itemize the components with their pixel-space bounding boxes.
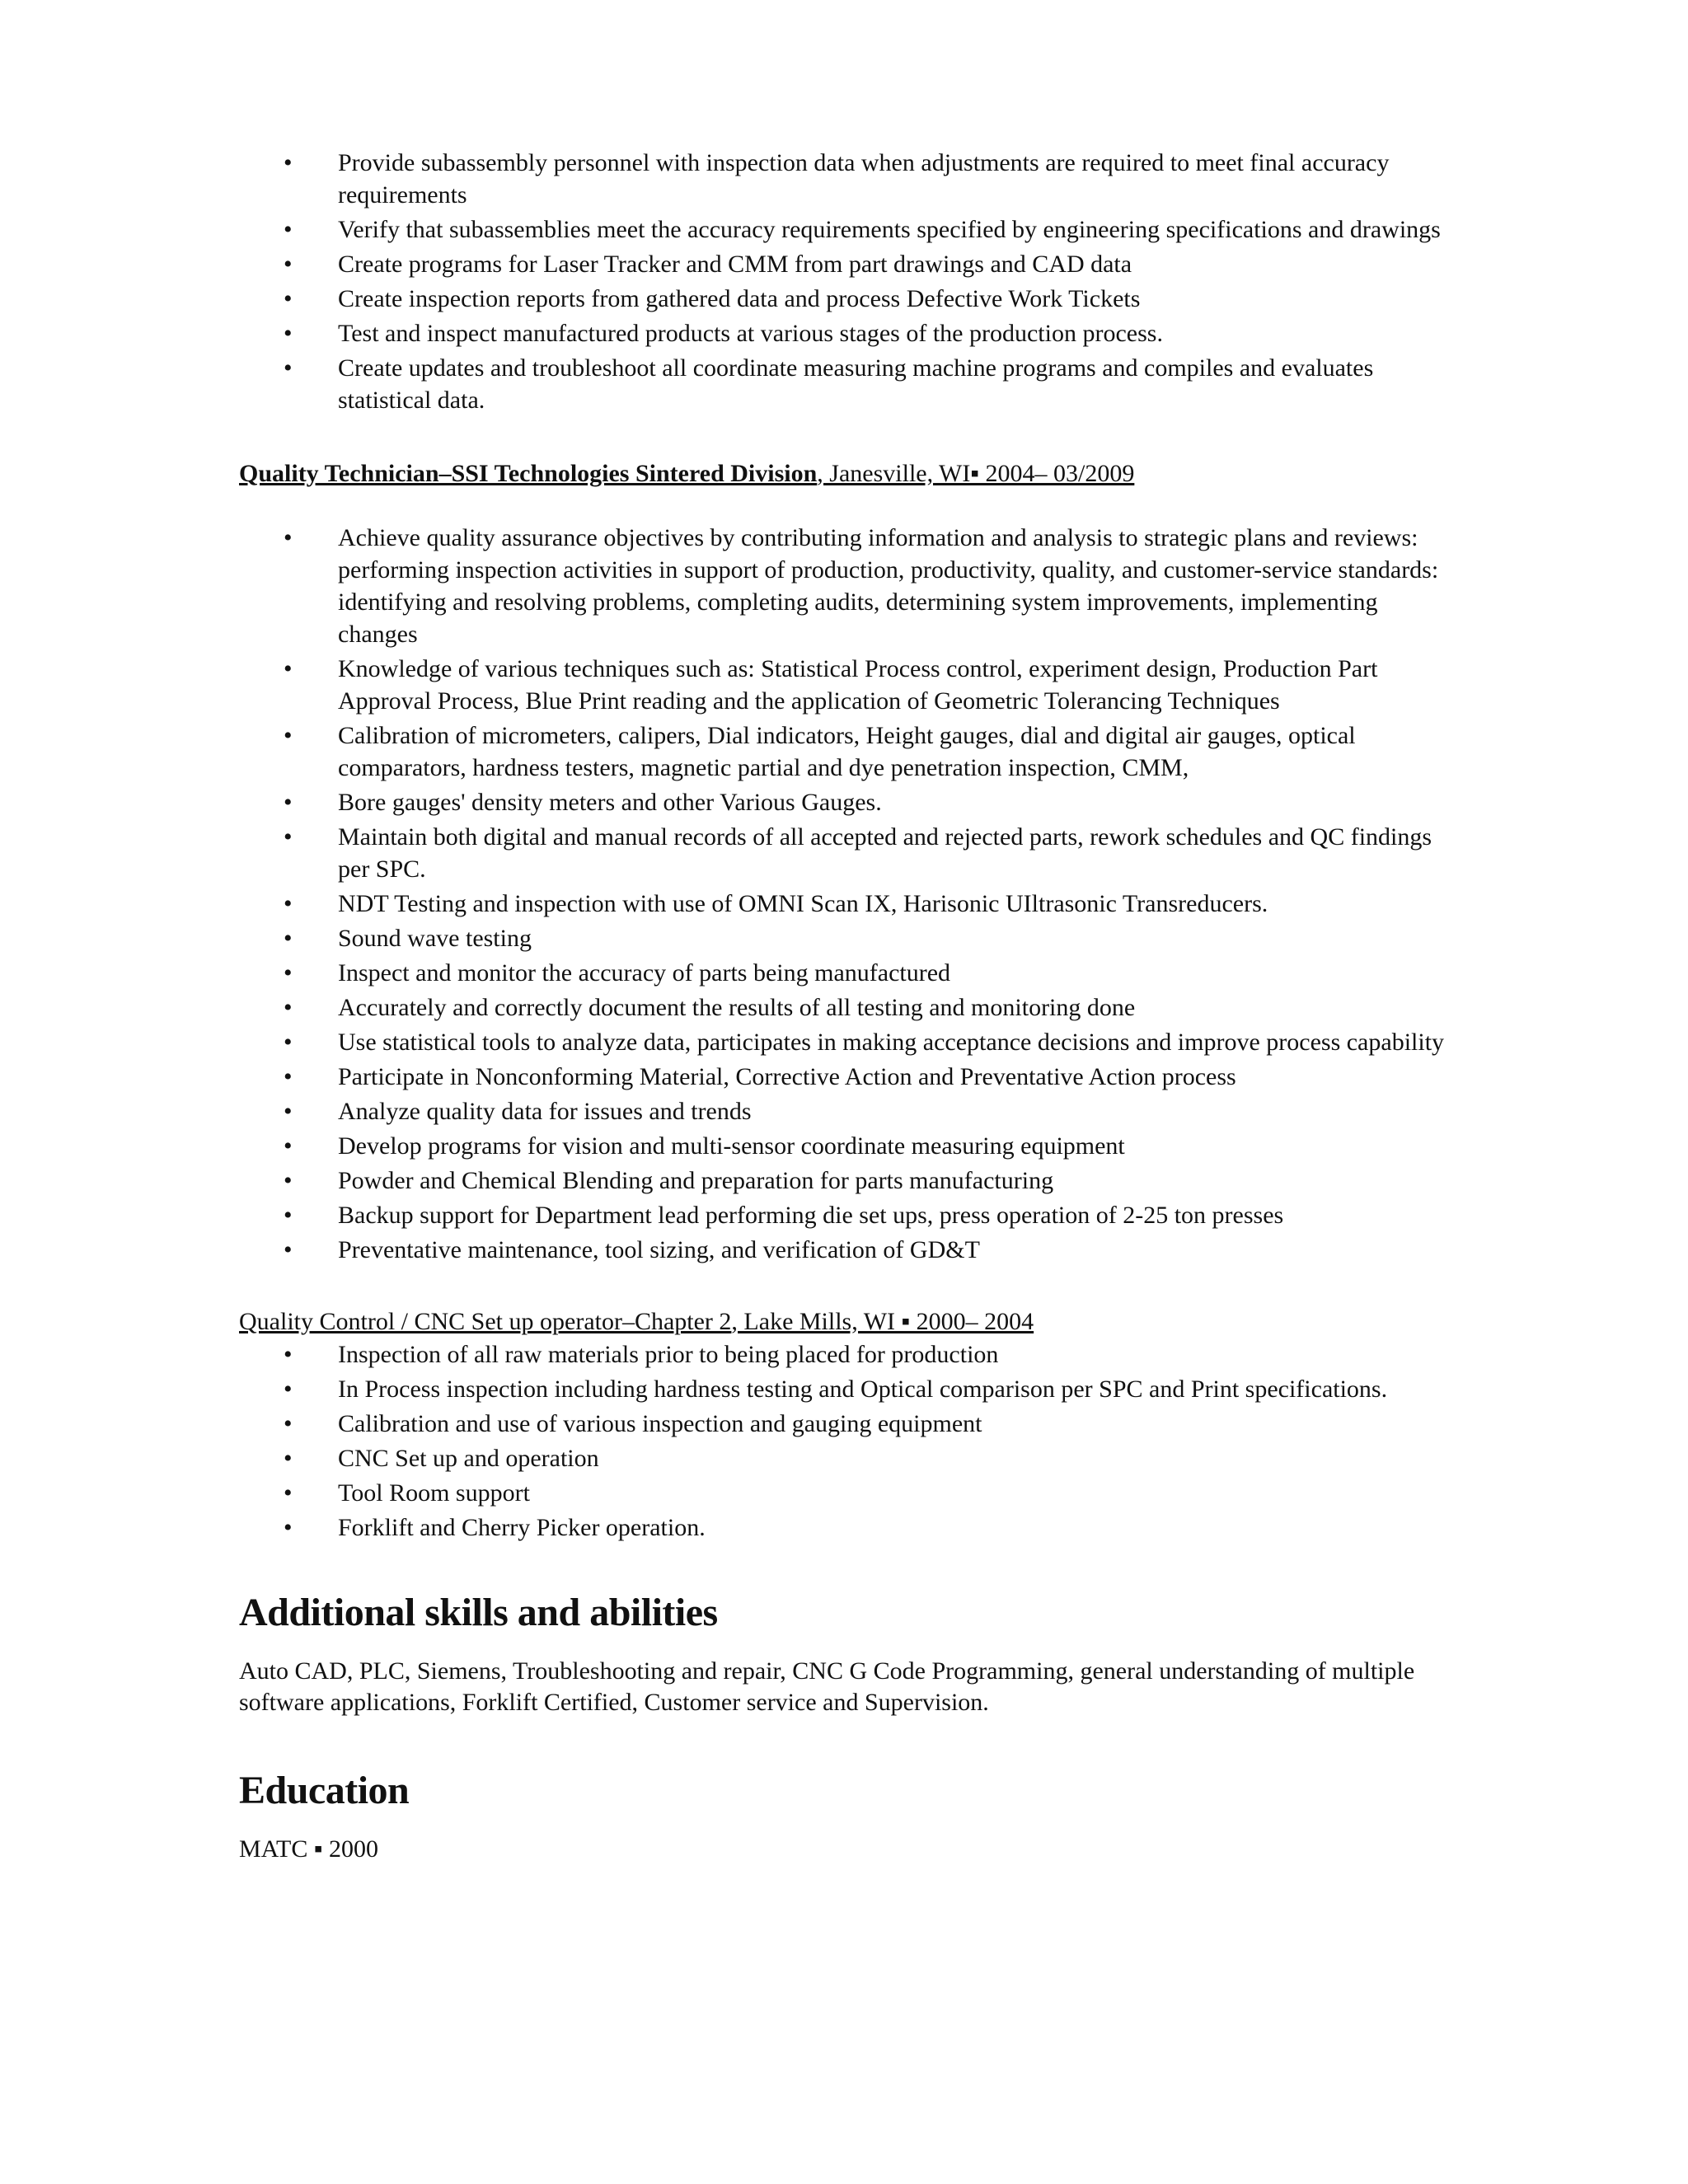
bullet-icon: • [284, 354, 293, 382]
resume-content [239, 147, 1451, 1865]
bullet-icon: • [284, 1341, 293, 1368]
job3-heading [239, 1305, 1451, 1338]
list-item: • Participate in Nonconforming Material, Corrective Action and Preventative Action process [239, 1061, 1451, 1093]
list-item: • Inspection of all raw materials prior to being placed for production [239, 1338, 1451, 1371]
list-item: • Accurately and correctly document the results of all testing and monitoring done [239, 991, 1451, 1024]
job2-location-dates: , Janesville, WI▪ 2004– 03/2009 [817, 460, 1135, 487]
list-item: • Develop programs for vision and multi-sensor coordinate measuring equipment [239, 1130, 1451, 1162]
bullet-icon: • [284, 149, 293, 176]
list-item: • Provide subassembly personnel with inspection data when adjustments are required to meet final accuracy requirements [239, 147, 1451, 211]
bullet-icon: • [284, 1063, 293, 1090]
list-item: • Calibration of micrometers, calipers, Dial indicators, Height gauges, dial and digital air gauges, optical comparators, hardness testers, magnetic partial and dye penetration inspection, CMM, [239, 719, 1451, 784]
job3-role: Quality Control / CNC Set up operator–Chapter 2 [239, 1308, 732, 1335]
list-item: • Create programs for Laser Tracker and CMM from part drawings and CAD data [239, 248, 1451, 280]
list-item: • Backup support for Department lead performing die set ups, press operation of 2-25 ton presses [239, 1199, 1451, 1231]
bullet-icon: • [284, 655, 293, 682]
list-item: • Verify that subassemblies meet the accuracy requirements specified by engineering specifications and drawings [239, 213, 1451, 246]
bullet-icon: • [284, 823, 293, 851]
bullet-icon: • [284, 524, 293, 551]
list-item: • Bore gauges' density meters and other Various Gauges. [239, 786, 1451, 818]
bullet-icon: • [284, 320, 293, 347]
bullet-icon: • [284, 1445, 293, 1472]
bullet-icon: • [284, 216, 293, 243]
list-item: • Preventative maintenance, tool sizing, and verification of GD&T [239, 1234, 1451, 1266]
bullet-icon: • [284, 994, 293, 1021]
bullet-icon: • [284, 959, 293, 987]
bullet-icon: • [284, 1029, 293, 1056]
list-item: • Calibration and use of various inspection and gauging equipment [239, 1408, 1451, 1440]
bullet-icon: • [284, 1132, 293, 1160]
bullet-icon: • [284, 925, 293, 952]
bullet-icon: • [284, 789, 293, 816]
skills-section-title: Additional skills and abilities [239, 1591, 718, 1634]
bullet-icon: • [284, 1236, 293, 1263]
list-item: • Inspect and monitor the accuracy of parts being manufactured [239, 957, 1451, 989]
bullet-icon: • [284, 890, 293, 917]
bullet-icon: • [284, 1479, 293, 1507]
list-item: • Tool Room support [239, 1477, 1451, 1509]
job2-heading [239, 457, 1451, 490]
bullet-icon: • [284, 251, 293, 278]
list-item: • Sound wave testing [239, 922, 1451, 954]
job2-role: Quality Technician–SSI Technologies Sintered Division [239, 460, 818, 487]
list-item: • CNC Set up and operation [239, 1442, 1451, 1474]
job3-duties-list [239, 1338, 1451, 1544]
skills-text: Auto CAD, PLC, Siemens, Troubleshooting and repair, CNC G Code Programming, general understanding of multiple software applications, Forklift Certified, Customer service and Supervision. [239, 1657, 1415, 1716]
list-item: • Achieve quality assurance objectives by contributing information and analysis to strategic plans and reviews: performing inspection activities in support of production, productivity, quality, and customer-service standards: identifying and resolving problems, completing audits, determining system improvements, implementing changes [239, 522, 1451, 650]
bullet-icon: • [284, 285, 293, 312]
bullet-icon: • [284, 1098, 293, 1125]
bullet-icon: • [284, 1202, 293, 1229]
list-item: • Powder and Chemical Blending and preparation for parts manufacturing [239, 1165, 1451, 1197]
list-item: • Test and inspect manufactured products at various stages of the production process. [239, 317, 1451, 349]
education-entry: MATC ▪ 2000 [239, 1835, 378, 1863]
job3-location-dates: , Lake Mills, WI ▪ 2000– 2004 [731, 1308, 1034, 1335]
list-item: • Analyze quality data for issues and trends [239, 1095, 1451, 1127]
list-item: • NDT Testing and inspection with use of OMNI Scan IX, Harisonic UIltrasonic Transreducers. [239, 888, 1451, 920]
list-item: • Use statistical tools to analyze data, participates in making acceptance decisions and improve process capability [239, 1026, 1451, 1058]
list-item: • Maintain both digital and manual records of all accepted and rejected parts, rework schedules and QC findings per SPC. [239, 821, 1451, 885]
bullet-icon: • [284, 722, 293, 749]
list-item: • Knowledge of various techniques such as: Statistical Process control, experiment design, Production Part Approval Process, Blue Print reading and the application of Geometric Tolerancing Techniques [239, 653, 1451, 717]
bullet-icon: • [284, 1410, 293, 1437]
list-item: • In Process inspection including hardness testing and Optical comparison per SPC and Print specifications. [239, 1373, 1451, 1405]
list-item: • Create inspection reports from gathered data and process Defective Work Tickets [239, 283, 1451, 315]
job1-duties-list [239, 147, 1451, 416]
bullet-icon: • [284, 1514, 293, 1541]
bullet-icon: • [284, 1376, 293, 1403]
job2-duties-list [239, 522, 1451, 1266]
list-item: • Create updates and troubleshoot all coordinate measuring machine programs and compiles and evaluates statistical data. [239, 352, 1451, 416]
bullet-icon: • [284, 1167, 293, 1194]
education-section-title: Education [239, 1769, 410, 1812]
list-item: • Forklift and Cherry Picker operation. [239, 1511, 1451, 1544]
